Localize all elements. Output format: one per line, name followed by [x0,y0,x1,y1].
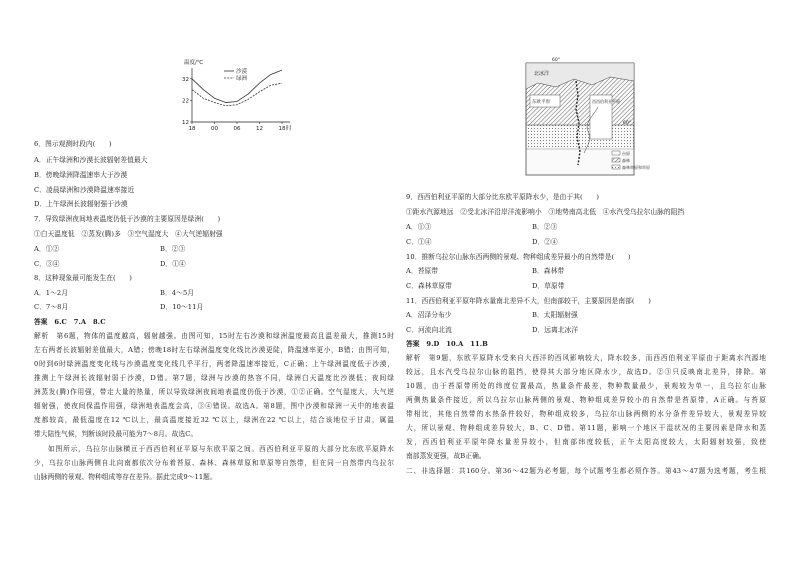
q11-options-row-2 [406,325,766,335]
chart-ylabel: 温度/℃ [184,60,204,66]
x-tick-label: 00 [211,126,218,132]
explanation-line-1: 解析 第6题，物体的温度越高，辐射越强。由图可知，15时左右沙漠和绿洲温度最高且温差最大，推测15时 [34,332,394,340]
map-legend-tundra: 台原 [622,151,630,156]
map-coord-right: 60° [623,121,631,126]
chart-legend [224,67,248,82]
answer-6-8: 答案 6.C 7.A 8.C [34,318,106,326]
oasis-series-line [192,83,282,106]
x-tick-label: 12 [256,126,263,132]
q9-options-row-2 [406,237,766,247]
map-west-plain-label: 西西伯利亚平原 [592,99,620,104]
explanation-line-6: 辐射强，使夜间保温作用强，绿洲地表温度会高，③④错误。故选A。第8题，图中沙漠和绿洲一天中的地表温 [34,402,394,410]
q7-options-row-1 [34,244,394,254]
explanation-line-8: 南部蒸发更强，故B正确。 [406,452,486,460]
explanation-line-8: 带大陆性气候，判断该时段最可能为7～8月。故选C。 [34,430,198,438]
q10-option-d: D．草原带 [532,282,565,290]
map-legend-forest: 森林 [622,158,630,163]
temperature-chart [172,58,298,136]
y-tick-label: 12 [182,120,189,126]
explanation-line-1: 解析 第9题，东欧平原降水受来自大西洋的西风影响较大，降水较多，而西西伯利亚平原由于距离水汽源地 [406,354,766,362]
q9-option-d: D．②④ [532,238,558,246]
steppe-zone [526,125,634,149]
map-coord-top: 60° [552,58,560,63]
q10-stem: 10．推断乌拉尔山脉东西两侧的景观、物种组成差异最小的自然带是( ) [406,253,631,261]
y-tick-label: 32 [182,76,189,83]
explanation-line-4: 推测上午绿洲长波辐射弱于沙漠，D错。第7题，绿洲与沙漠的热容不同，绿洲白天温度比沙漠低；夜间绿 [34,374,394,382]
q10-options-row-1 [406,266,766,276]
intro-line-1: 如图所示，乌拉尔山脉横亘于西西伯利亚平原与东欧平原之间。西西伯利亚平原的大部分比东欧平原降水 [48,445,394,453]
q9-option-a: A．①③ [406,223,432,231]
answer-9-11: 答案 9.D 10.A 11.B [406,340,488,348]
q9-statements: ①距水汽源地远 ②受北冰洋沿岸洋流影响小 ③地势南高北低 ④水汽受乌拉尔山脉的阻挡 [406,208,685,216]
q11-option-b: B．太阳辐射强 [532,311,578,319]
q10-option-a: A．苔原带 [406,267,439,275]
q7-options-row-2 [34,259,394,269]
q11-stem: 11．西西伯利亚平原年降水量南北差异不大，但南部较干，主要原因是南部( ) [406,297,651,305]
q11-option-c: C．河流向北流 [406,326,452,334]
intro-line-3: 山脉两侧的景观、物种组成等存在差异。据此完成9～11题。 [34,473,217,481]
y-tick-label: 22 [182,98,189,105]
explanation-line-4: 两侧热量条件接近，所以乌拉尔山脉两侧的景观、物种组成差异较小的自然带是苔原带，A正确。与苔原 [406,396,766,404]
q11-option-a: A．沼泽分布少 [406,311,452,319]
q6-option-b: B．傍晚绿洲降温速率大于沙漠 [34,171,128,179]
q7-option-b: B．②③ [160,245,186,253]
explanation-line-7: 度都较高，最低温度在12 ℃以上，最高温度接近32 ℃以上，绿洲在22 ℃以上，结合该地位于甘肃，属温 [34,416,394,424]
legend-desert-label: 沙漠 [236,69,248,75]
explanation-line-3: 10题，由于苔原带所处的纬度位置最高，热量条件最差，物种数量最少，景观较为单一，且乌拉尔山脉 [406,382,766,390]
explanation-line-7: 发，西西伯利亚平原年降水量差异较小，但南部纬度较低，正午太阳高度较大，太阳辐射较强，致使 [406,438,766,446]
map-east-plain-label: 东欧平原 [532,100,550,105]
legend-oasis-label: 绿洲 [236,76,248,82]
q7-stem: 7．导致绿洲夜间地表温度仍低于沙漠的主要原因是绿洲( ) [34,215,221,223]
chart-y-ticks [182,77,192,126]
ural-map [518,55,650,181]
q7-statements: ①白天温度低 ②蒸发(腾)多 ③空气湿度大 ④大气逆辐射强 [34,230,223,238]
explanation-line-5: 洲蒸发(腾)作用强，带走大量的热量，所以导致绿洲夜间地表温度仍低于沙漠，①②正确。空气湿度大，大气逆 [34,388,394,396]
section-heading: 二、非选择题：共160分。第36～42题为必考题，每个试题考生都必须作答。第43～47题为选考题，考生根 [406,467,766,475]
q8-option-c: C．7～8月 [34,303,69,311]
explanation-line-5: 带相比，其他自然带的水热条件较好，物种组成较多，乌拉尔山脉两侧的水分条件差异较大，景观差异较 [406,410,766,418]
q9-option-c: C．①④ [406,238,432,246]
q9-options-row-1 [406,222,766,232]
q6-option-d: D．上午绿洲长波辐射强于沙漠 [34,200,128,208]
q8-option-a: A．1～2月 [34,289,69,297]
explanation-line-2: 较远，且水汽受乌拉尔山脉的阻挡，使得其大部分地区降水少，故选D。②③只反映南北差异，排除。第 [406,368,766,376]
q11-options-row-1 [406,310,766,320]
q11-option-d: D．远离北冰洋 [532,326,579,334]
q6-option-a: A．正午绿洲和沙漠长波辐射差值最大 [34,156,148,164]
chart-x-ticks [189,122,293,132]
explanation-line-2: 左右两者长波辐射差值最大，A错；傍晚18时左右绿洲温度变化线比沙漠更陡，降温速率更小，B错；由图可知， [34,346,394,354]
q8-stem: 8．这种现象最可能发生在( ) [34,274,133,282]
intro-line-2: 少，乌拉尔山脉两侧自北向南都依次分布着苔原、森林、森林草原和草原等自然带，但在同一自然带内乌拉尔 [34,459,394,467]
x-tick-label: 18 [278,126,286,132]
q8-option-d: D．10～11月 [160,303,204,311]
q7-option-a: A．①② [34,245,60,253]
x-tick-label: 06 [233,126,241,132]
q10-options-row-2 [406,281,766,291]
map-sea-label: 北冰洋 [534,71,550,77]
chart-xlabel: 时 [286,126,292,132]
q9-stem: 9．西西伯利亚平原的大部分比东欧平原降水少，是由于其( ) [406,193,600,201]
q6-option-c: C．凌晨绿洲和沙漠降温速率接近 [34,186,135,194]
q10-option-c: C．森林草原带 [406,282,452,290]
q8-options-row-2 [34,302,394,312]
x-tick-label: 18 [188,126,196,132]
map-legend-steppe: 森林草原和草原 [622,165,650,170]
q10-option-b: B．森林带 [532,267,565,275]
explanation-line-3: 0时到6时绿洲温度变化线与沙漠温度变化线几乎平行，两者降温速率接近，C正确；上午绿洲温度低于沙漠， [34,360,394,368]
q7-option-d: D．①④ [160,260,186,268]
q8-options-row-1 [34,288,394,298]
q9-option-b: B．②③ [532,223,558,231]
q7-option-c: C．③④ [34,260,60,268]
q6-stem: 6．图示观测时段内( ) [34,140,112,148]
explanation-line-6: 大，所以景观、物种组成差异较大，B、C、D错。第11题，影响一个地区干湿状况的主要因素是降水和蒸 [406,424,766,432]
q8-option-b: B．4～5月 [160,289,195,297]
